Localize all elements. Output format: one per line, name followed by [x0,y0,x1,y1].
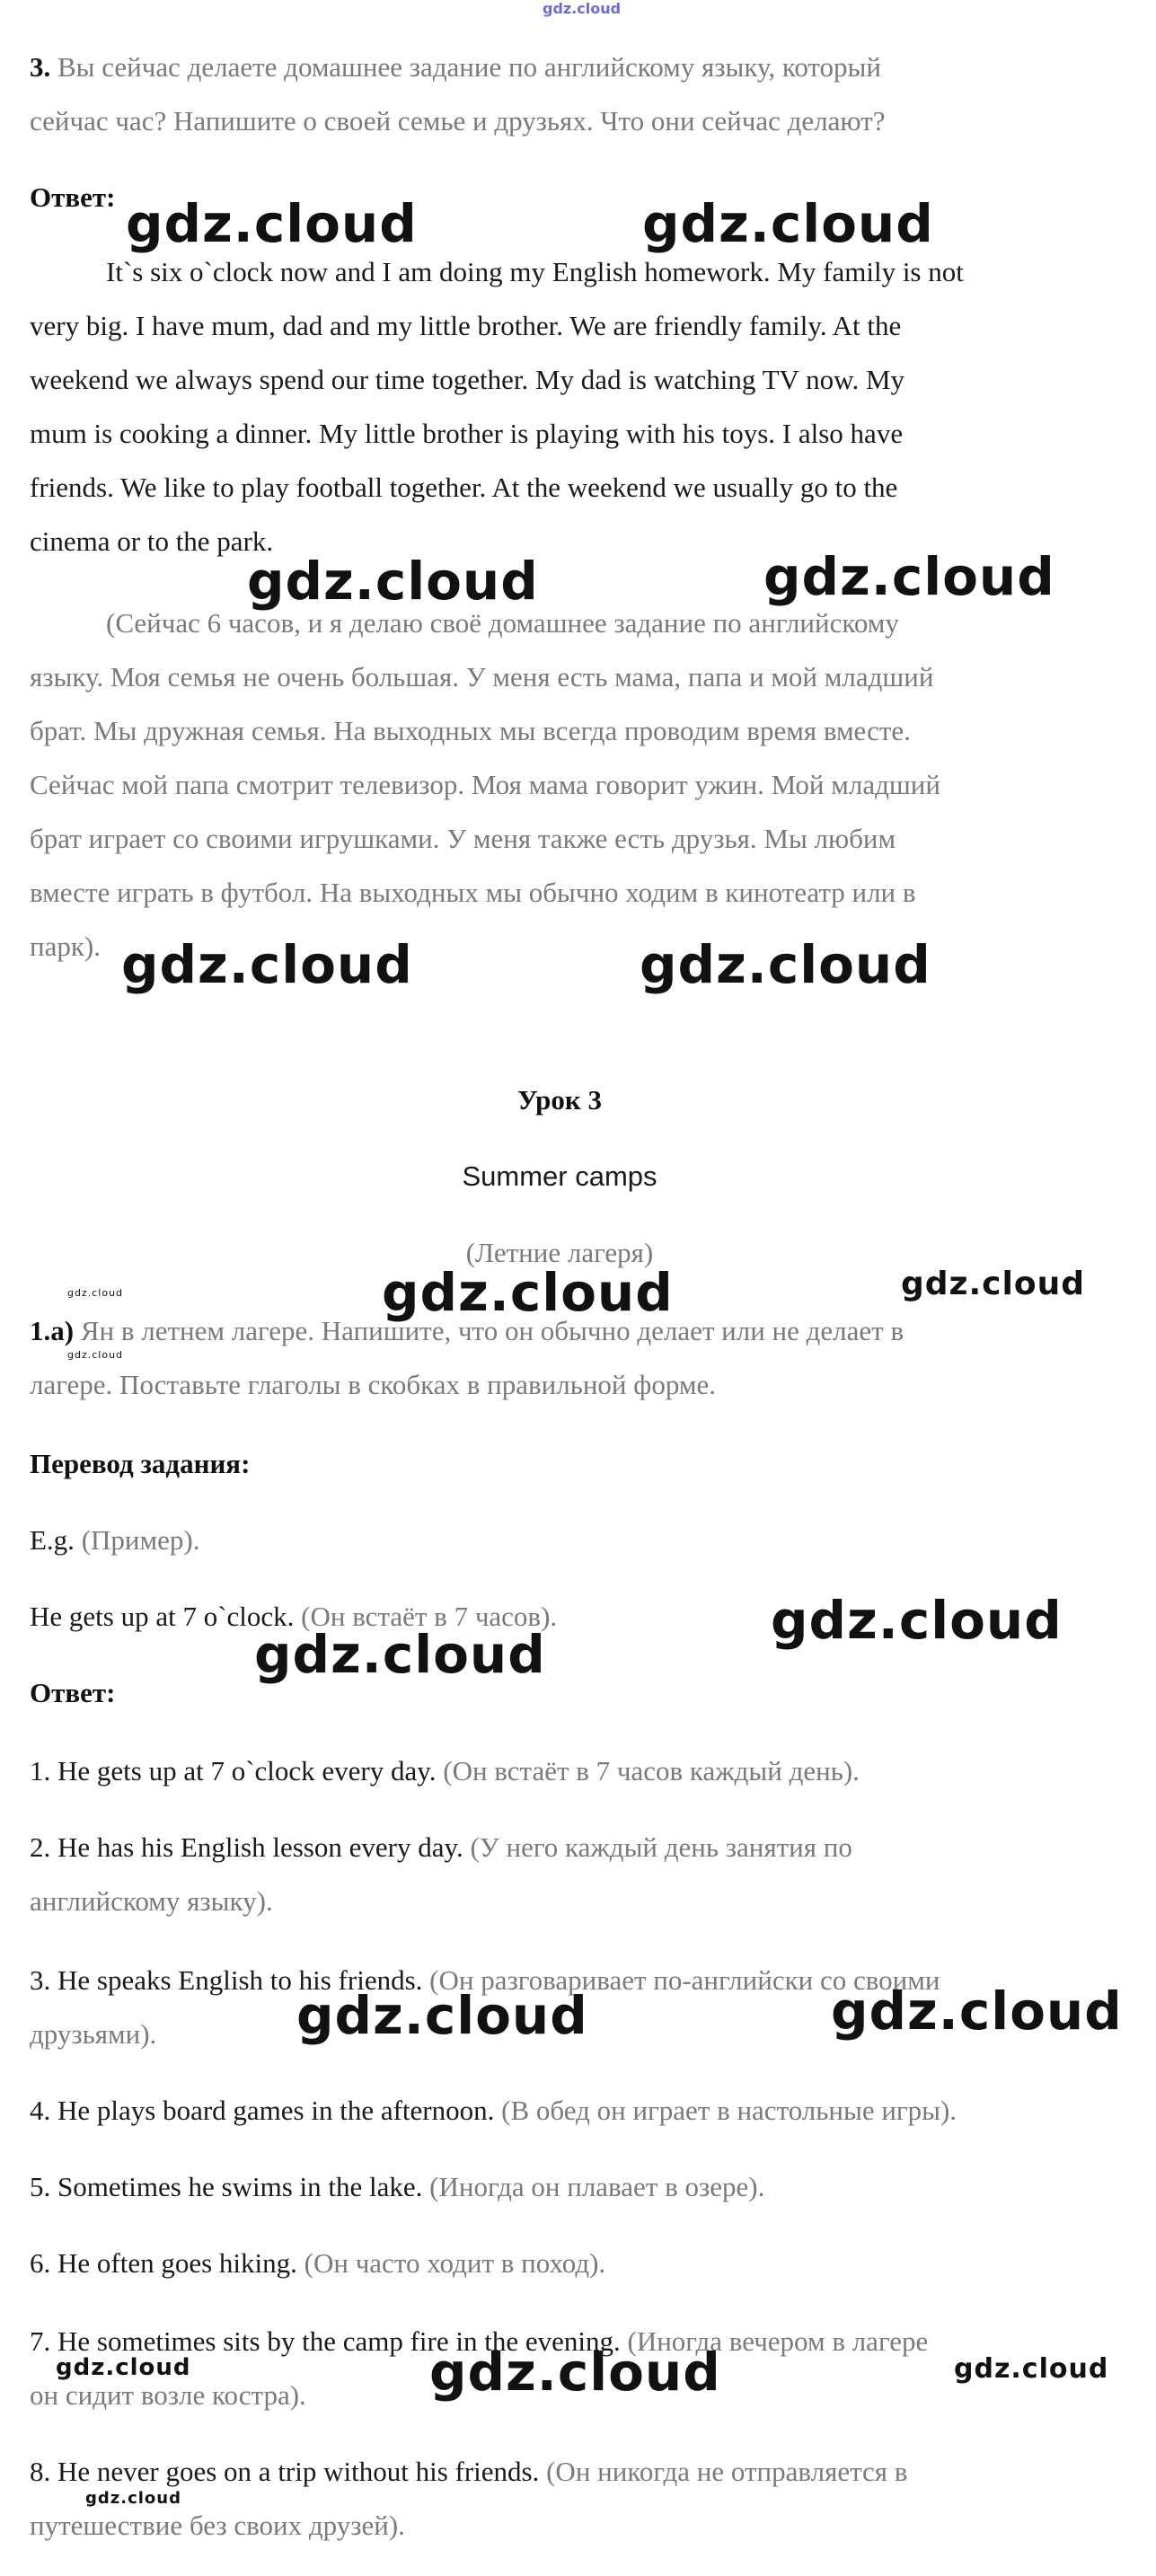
watermark: gdz.cloud [126,193,418,254]
watermark: gdz.cloud [901,1266,1085,1302]
answer-en: 7. He sometimes sits by the camp fire in the evening. [30,2325,621,2357]
answer-ru: (Он встаёт в 7 часов каждый день). [436,1755,860,1786]
task-prompt-cont: сейчас час? Напишите о своей семье и друзьях. Что они сейчас делают? [30,105,886,137]
task-prompt: Ян в летнем лагере. Напишите, что он обычно делает или не делает в [74,1315,905,1346]
site-tag: gdz.cloud [543,0,622,17]
watermark: gdz.cloud [247,551,539,612]
translation-line: брат играет со своими игрушками. У меня также есть друзья. Мы любим [30,823,896,854]
task-prompt: Вы сейчас делаете домашнее задание по английскому языку, который [50,51,881,83]
translation-line: языку. Моя семья не очень большая. У меня есть мама, папа и мой младший [30,661,934,693]
example-ru: (Пример). [74,1524,200,1556]
answer-line: weekend we always spend our time together. My dad is watching TV now. My [30,364,905,395]
watermark: gdz.cloud [954,2353,1109,2385]
translation-line: брат. Мы дружная семья. На выходных мы всегда проводим время вместе. [30,715,911,746]
example-en: E.g. [30,1524,75,1556]
answer-ru: (В обед он играет в настольные игры). [494,2095,957,2126]
answer-ru-cont: он сидит возле костра). [30,2379,306,2411]
example-label [30,1513,199,1567]
translation-line: (Сейчас 6 часов, и я делаю своё домашнее задание по английскому [106,607,899,639]
answer-en: 8. He never goes on a trip without his friends. [30,2456,540,2487]
translation-label: Перевод задания: [30,1448,251,1479]
example-sentence-ru: (Он встаёт в 7 часов). [294,1601,558,1632]
answer-en: 3. He speaks English to his friends. [30,1964,423,1996]
answer-en: 5. Sometimes he swims in the lake. [30,2171,423,2202]
lesson-subtitle-ru: (Летние лагеря) [465,1237,654,1268]
answer-line: friends. We like to play football together. At the weekend we usually go to the [30,472,898,503]
answer-item [30,2160,764,2214]
answer-ru: (Он никогда не отправляется в [539,2456,908,2487]
answer-russian [30,596,940,974]
answer-line: It`s six o`clock now and I am doing my English homework. My family is not [106,256,964,287]
answer-line: mum is cooking a dinner. My little brother is playing with his toys. I also have [30,418,904,449]
answer-item [30,1821,852,1928]
answer-item [30,1744,860,1798]
answer-ru-cont: друзьями). [30,2018,157,2050]
answer-ru-cont: английскому языку). [30,1885,273,1917]
lesson-subtitle: Summer camps [462,1160,657,1192]
watermark: gdz.cloud [85,2489,181,2508]
answer-ru-cont: путешествие без своих друзей). [30,2510,405,2541]
answer-ru: (Он часто ходит в поход). [296,2247,606,2279]
watermark: gdz.cloud [382,1262,674,1323]
answer-ru: (Иногда он плавает в озере). [422,2171,765,2202]
answer-item [30,2084,957,2138]
task-prompt-cont: лагере. Поставьте глаголы в скобках в правильной форме. [30,1369,717,1400]
task-number: 3. [30,51,51,83]
watermark: gdz.cloud [763,546,1055,607]
watermark: gdz.cloud [642,193,934,254]
answer-item [30,2236,605,2290]
answer-line: cinema or to the park. [30,525,274,557]
watermark: gdz.cloud [771,1590,1063,1651]
answer-line: very big. I have mum, dad and my little brother. We are friendly family. At the [30,310,902,341]
answer-ru: (Иногда вечером в лагере [620,2325,929,2357]
translation-line: парк). [30,931,101,962]
answer-english [30,245,964,569]
answer-en: 2. He has his English lesson every day. [30,1831,463,1863]
task-number: 1.а) [30,1315,75,1346]
answer-label: Ответ: [30,181,116,213]
answer-en: 4. He plays board games in the afternoon. [30,2095,495,2126]
lesson-title: Урок 3 [516,1084,603,1116]
task3-block [30,40,885,148]
watermark: gdz.cloud [640,934,931,995]
watermark: gdz.cloud [67,1287,124,1299]
watermark: gdz.cloud [429,2342,721,2403]
answer-en: 6. He often goes hiking. [30,2247,297,2279]
example-sentence-en: He gets up at 7 o`clock. [30,1601,295,1632]
answer-label: Ответ: [30,1677,116,1708]
translation-line: Сейчас мой папа смотрит телевизор. Моя мама говорит ужин. Мой младший [30,769,940,800]
watermark: gdz.cloud [67,1349,124,1361]
answer-ru: (Он разговаривает по-английски со своими [422,1964,940,1996]
watermark: gdz.cloud [121,934,413,995]
translation-line: вместе играть в футбол. На выходных мы обычно ходим в кинотеатр или в [30,877,916,908]
watermark: gdz.cloud [56,2354,191,2381]
watermark: gdz.cloud [254,1624,546,1685]
answer-ru: (У него каждый день занятия по [463,1831,852,1863]
watermark: gdz.cloud [831,1981,1123,2042]
answer-en: 1. He gets up at 7 o`clock every day. [30,1755,437,1786]
watermark: gdz.cloud [296,1985,588,2046]
